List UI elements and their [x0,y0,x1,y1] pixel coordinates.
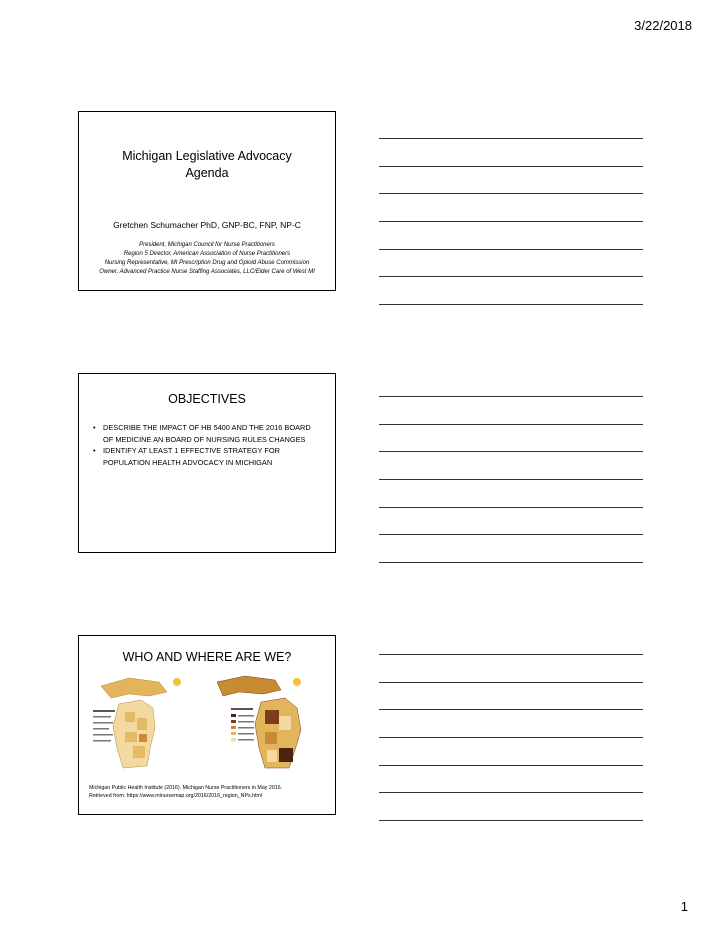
slide-who-where [78,635,336,815]
slide-objectives-title: OBJECTIVES [168,392,246,406]
citation-line2: Retrieved from: https://www.minursemap.org/2016/2016_region_NPs.html [89,793,263,799]
map-citation [89,784,329,800]
role-line: President, Michigan Council for Nurse Practitioners [139,242,275,248]
slide-title-line1: Michigan Legislative Advocacy [122,149,292,163]
michigan-map-left [93,678,181,768]
michigan-np-maps-image [89,672,327,772]
slide-who-where-title: WHO AND WHERE ARE WE? [122,650,292,664]
author-roles [79,241,335,277]
role-line: Nursing Representative, MI Prescription Drug and Opioid Abuse Commission [104,260,310,266]
slide-title [78,111,336,291]
role-line: Region 5 Director, American Association of Nurse Practitioners [123,251,291,257]
notes-lines [379,396,643,590]
objective-item: • DESCRIBE THE IMPACT OF HB 5400 AND THE 2016 BOARD OF MEDICINE AN BOARD OF NURSING RULES CHANGES [93,422,321,445]
page-date: 3/22/2018 [634,18,692,33]
author-name: Gretchen Schumacher PhD, GNP-BC, FNP, NP-C [113,220,301,230]
slide-title-line2: Agenda [185,166,229,180]
citation-line1: Michigan Public Health Institute (2016). Michigan Nurse Practitioners in May 2016. [89,785,283,791]
role-line: Owner, Advanced Practice Nurse Staffing Associates, LLC/Elder Care of West MI [99,269,315,275]
slide-objectives [78,373,336,553]
notes-lines [379,138,643,332]
objectives-list [93,422,321,468]
page-number: 1 [680,899,688,914]
objective-item: • IDENTIFY AT LEAST 1 EFFECTIVE STRATEGY FOR POPULATION HEALTH ADVOCACY IN MICHIGAN [93,445,321,468]
slide-title-heading [79,148,335,182]
notes-lines [379,654,643,848]
michigan-map-right [217,676,301,768]
